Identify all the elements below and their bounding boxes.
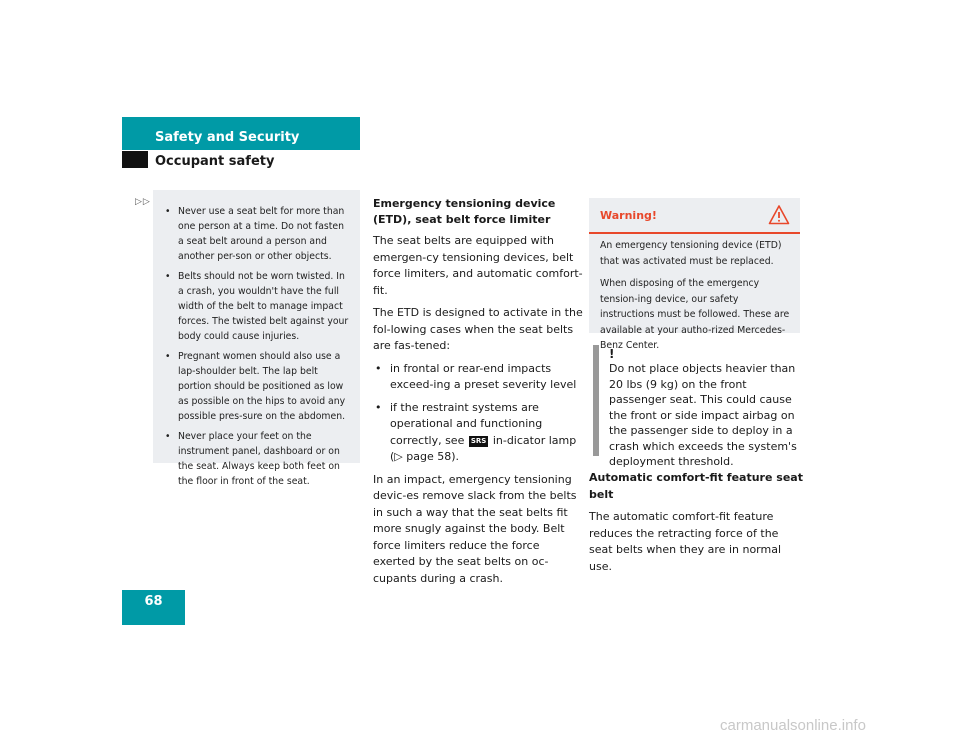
comfort-fit-paragraph: The automatic comfort-fit feature reduces the retracting force of the seat belts when they are in normal use. [589,510,782,573]
comfort-fit-section [589,470,803,575]
etd-paragraph: The ETD is designed to activate in the fol-lowing cases when the seat belts are fas-tened: [373,306,583,352]
warning-title: Warning! [600,209,657,222]
srs-indicator-icon: SRS [470,436,487,445]
safety-bullets-box [153,190,360,487]
warning-triangle-icon [768,204,790,226]
list-item: • if the restraint systems are operational and functioning correctly, see SRS in-dicator lamp (▷ page 58). [375,400,577,463]
page-number-box [122,590,185,625]
list-item: • Never use a seat belt for more than one person at a time. Do not fasten a seat belt around a person and another per-son or other objects. [165,206,345,262]
exclamation-icon: ! [609,347,615,361]
list-item: • in frontal or rear-end impacts exceed-ing a preset severity level [375,361,577,391]
warning-header [589,198,800,234]
subsection-marker [122,151,148,168]
subsection-title: Occupant safety [155,154,275,169]
etd-heading: Emergency tensioning device (ETD), seat belt force limiter [373,197,556,226]
watermark: carmanualsonline.info [720,717,866,734]
list-item: • Pregnant women should also use a lap-shoulder belt. The lap belt portion should be positioned as low as possible on the hips to avoid any possible pres-sure on the abdomen. [165,351,346,422]
continued-marker: ▷▷ [135,197,151,207]
warning-text: When disposing of the emergency tension-ing device, our safety instructions must be followed. These are available at your autho-rized Mercedes-Benz Center. [600,278,790,351]
warning-box [589,198,800,351]
warning-text: An emergency tensioning device (ETD) that was activated must be replaced. [600,240,782,267]
note-box [593,345,800,468]
section-title: Safety and Security [155,130,300,145]
etd-paragraph: In an impact, emergency tensioning devic-es remove slack from the belts in such a way that the seat belts fit more snugly against the body. Belt force limiters reduce the force exerted by the seat belts on oc-cupants during a crash. [373,472,577,585]
note-text: Do not place objects heavier than 20 lbs (9 kg) on the front passenger seat. This could cause the front or side impact airbag on the passenger side to deploy in a crash which exceeds the system's deployment threshold. [609,362,797,468]
list-item: • Belts should not be worn twisted. In a crash, you wouldn't have the full width of the belt to manage impact forces. The twisted belt against your body could cause injuries. [165,271,349,342]
etd-section [373,196,585,593]
list-item: • Never place your feet on the instrument panel, dashboard or on the seat. Always keep both feet on the floor in front of the seat. [165,431,340,487]
comfort-fit-heading: Automatic comfort-fit feature seat belt [589,471,803,501]
etd-paragraph: The seat belts are equipped with emergen-cy tensioning devices, belt force limiters, and automatic comfort-fit. [373,234,583,297]
page-number: 68 [144,594,163,609]
